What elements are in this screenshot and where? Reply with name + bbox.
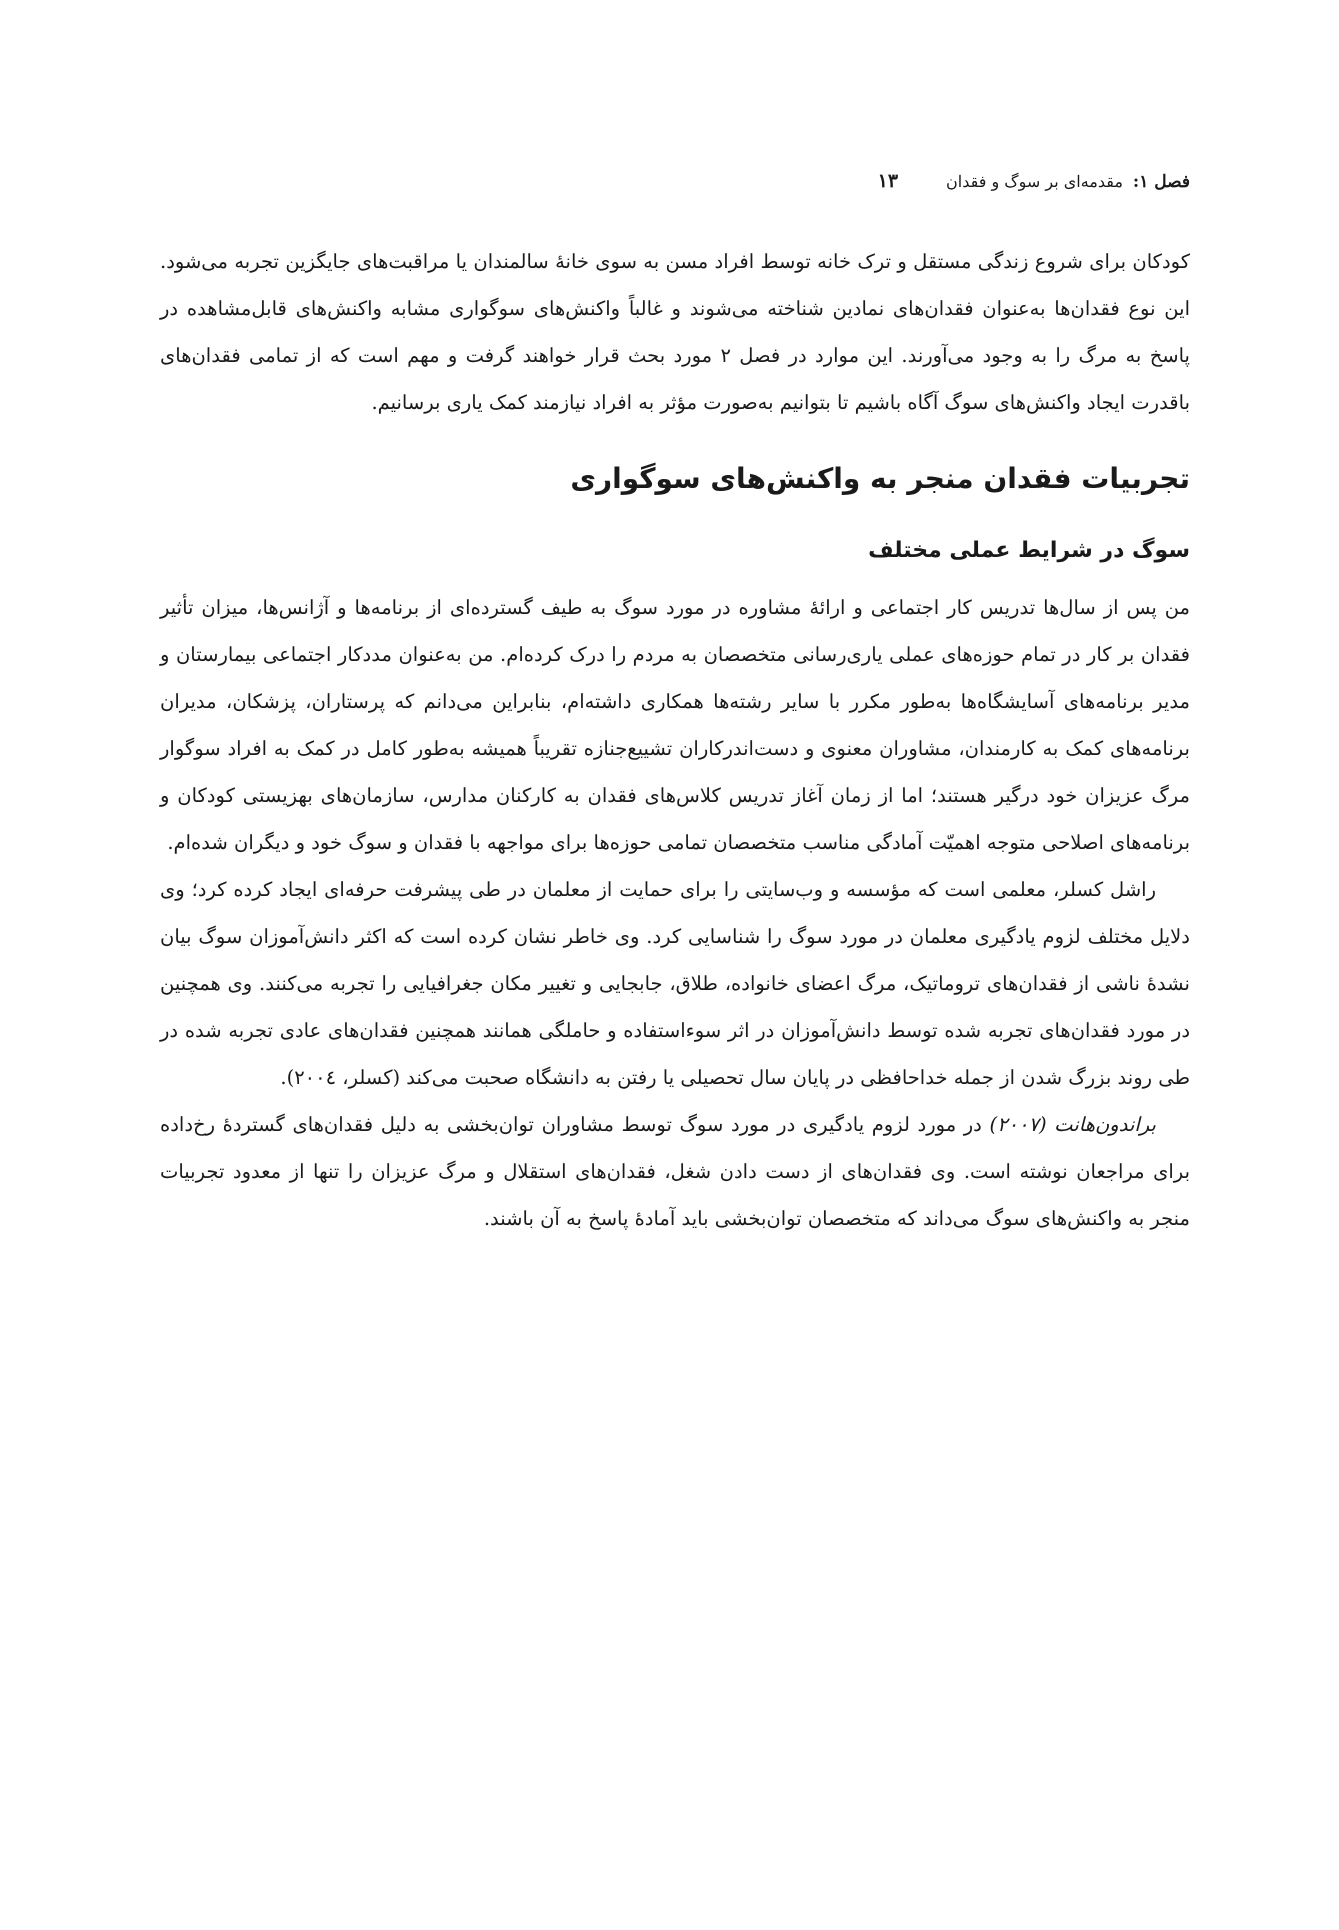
- citation-author: براندون‌هانت (۲۰۰۷): [989, 1113, 1156, 1136]
- running-header: [160, 170, 1190, 210]
- body-paragraph-3: [160, 1101, 1190, 1242]
- book-page: [160, 170, 1190, 1242]
- chapter-title: مقدمه‌ای بر سوگ و فقدان: [946, 172, 1123, 191]
- chapter-label: فصل ۱:: [1132, 172, 1190, 192]
- page-number: ۱۳: [877, 170, 899, 192]
- section-heading: تجربیات فقدان منجر به واکنش‌های سوگواری: [570, 462, 1190, 495]
- body-paragraph-3-text: در مورد لزوم یادگیری در مورد سوگ توسط مشاوران توان‌بخشی به دلیل فقدان‌های گستردهٔ رخ‌داده برای مراجعان نوشته است. وی فقدان‌های از دست دادن شغل، فقدان‌های استقلال و مرگ عزیزان را تنها از معدود تجربیات منجر به واکنش‌های سوگ می‌داند که متخصصان توان‌بخشی باید آمادهٔ پاسخ به آن باشند.: [160, 1113, 1190, 1230]
- body-paragraph-2: راشل کسلر، معلمی است که مؤسسه و وب‌سایتی را برای حمایت از معلمان در طی پیشرفت حرفه‌ای ایجاد کرده کرد؛ وی دلایل مختلف لزوم یادگیری معلمان در مورد سوگ را شناسایی کرد. وی خاطر نشان کرده است که اکثر دانش‌آموزان سوگ بیان نشدهٔ ناشی از فقدان‌های تروماتیک، مرگ اعضای خانواده، طلاق، جابجایی و تغییر مکان جغرافیایی را تجربه می‌کنند. وی همچنین در مورد فقدان‌های تجربه شده توسط دانش‌آموزان در اثر سوءاستفاده و حاملگی همانند همچنین فقدان‌های عادی تجربه شده در طی روند بزرگ شدن از جمله خداحافظی در پایان سال تحصیلی یا رفتن به دانشگاه صحبت می‌کند (کسلر، ۲۰۰٤).: [160, 878, 1190, 1089]
- intro-paragraph: کودکان برای شروع زندگی مستقل و ترک خانه توسط افراد مسن به سوی خانهٔ سالمندان یا مراقبت‌های جایگزین تجربه می‌شود. این نوع فقدان‌ها به‌عنوان فقدان‌های نمادین شناخته می‌شوند و غالباً واکنش‌های سوگواری مشابه واکنش‌های قابل‌مشاهده در پاسخ به مرگ را به وجود می‌آورند. این موارد در فصل ۲ مورد بحث قرار خواهند گرفت و مهم است که از تمامی فقدان‌های باقدرت ایجاد واکنش‌های سوگ آگاه باشیم تا بتوانیم به‌صورت مؤثر به افراد نیازمند کمک یاری برسانیم.: [160, 250, 1190, 414]
- body-paragraph-1: من پس از سال‌ها تدریس کار اجتماعی و ارائهٔ مشاوره در مورد سوگ به طیف گسترده‌ای از برنامه‌ها و آژانس‌ها، میزان تأثیر فقدان بر کار در تمام حوزه‌های عملی یاری‌رسانی متخصصان به مردم را درک کرده‌ام. من به‌عنوان مددکار اجتماعی بیمارستان و مدیر برنامه‌های آسایشگاه‌ها به‌طور مکرر با سایر رشته‌ها همکاری داشته‌ام، بنابراین می‌دانم که پرستاران، پزشکان، مدیران برنامه‌های کمک به کارمندان، مشاوران معنوی و دست‌اندرکاران تشییع‌جنازه تقریباً همیشه به‌طور کامل در کمک به افراد سوگوار مرگ عزیزان خود درگیر هستند؛ اما از زمان آغاز تدریس کلاس‌های فقدان به کارکنان مدارس، سازمان‌های بهزیستی کودکان و برنامه‌های اصلاحی متوجه اهمیّت آمادگی مناسب متخصصان تمامی حوزه‌ها برای مواجهه با فقدان و سوگ خود و دیگران شده‌ام.: [160, 596, 1190, 854]
- subsection-heading: سوگ در شرایط عملی مختلف: [868, 538, 1190, 563]
